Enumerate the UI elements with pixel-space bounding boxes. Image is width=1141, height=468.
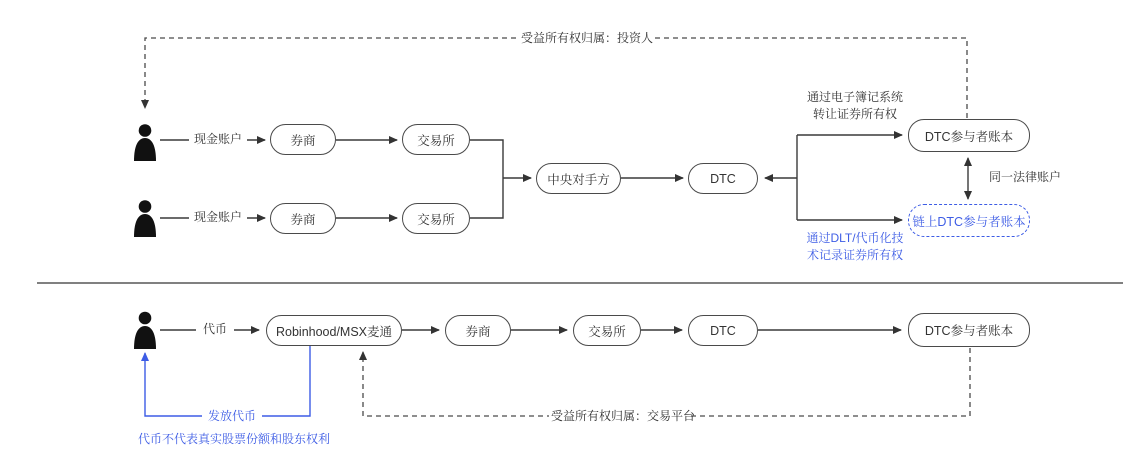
node-broker-row1: 券商 [270, 124, 336, 155]
label-beneficial-ownership-investor: 受益所有权归属：投资人 [521, 31, 654, 45]
node-dtc-participant-ledger-bottom: DTC参与者账本 [908, 313, 1030, 347]
node-central-counterparty: 中央对手方 [536, 163, 621, 194]
note-book-entry-line1: 通过电子簿记系统 [806, 90, 903, 104]
note-dlt-tokenization [795, 230, 915, 264]
note-token-disclaimer: 代币不代表真实股票份额和股东权利 [138, 432, 331, 446]
node-dtc-participant-ledger: DTC参与者账本 [908, 119, 1030, 152]
note-dlt-line2: 术记录证券所有权 [806, 248, 903, 262]
node-trading-platform: Robinhood/MSX麦通 [266, 315, 402, 346]
label-cash-account-row1: 现金账户 [189, 132, 247, 147]
investor1-person-icon [134, 124, 156, 161]
node-broker-row2: 券商 [270, 203, 336, 234]
node-exchange-row1: 交易所 [402, 124, 470, 155]
note-dlt-line1: 通过DLT/代币化技 [806, 231, 904, 245]
dashed-beneficial-ownership-bottom [363, 348, 970, 416]
label-issue-token: 发放代币 [202, 409, 262, 424]
node-onchain-dtc-participant-ledger: 链上DTC参与者账本 [908, 204, 1030, 237]
node-dtc-bottom: DTC [688, 315, 758, 346]
note-book-entry-transfer [793, 89, 917, 123]
label-same-legal-account: 同一法律账户 [989, 170, 1062, 184]
node-exchange-row2: 交易所 [402, 203, 470, 234]
blue-issue-token-path [145, 346, 310, 416]
node-exchange-bottom: 交易所 [573, 315, 641, 346]
connector-exchanges-junction [470, 140, 503, 218]
node-broker-bottom: 券商 [445, 315, 511, 346]
label-beneficial-ownership-platform: 受益所有权归属：交易平台 [551, 409, 696, 423]
label-cash-account-row2: 现金账户 [189, 210, 247, 225]
note-book-entry-line2: 转让证券所有权 [812, 107, 897, 121]
token-holder-person-icon [134, 312, 156, 349]
node-dtc-top: DTC [688, 163, 758, 194]
label-token: 代币 [196, 322, 234, 337]
investor2-person-icon [134, 200, 156, 237]
